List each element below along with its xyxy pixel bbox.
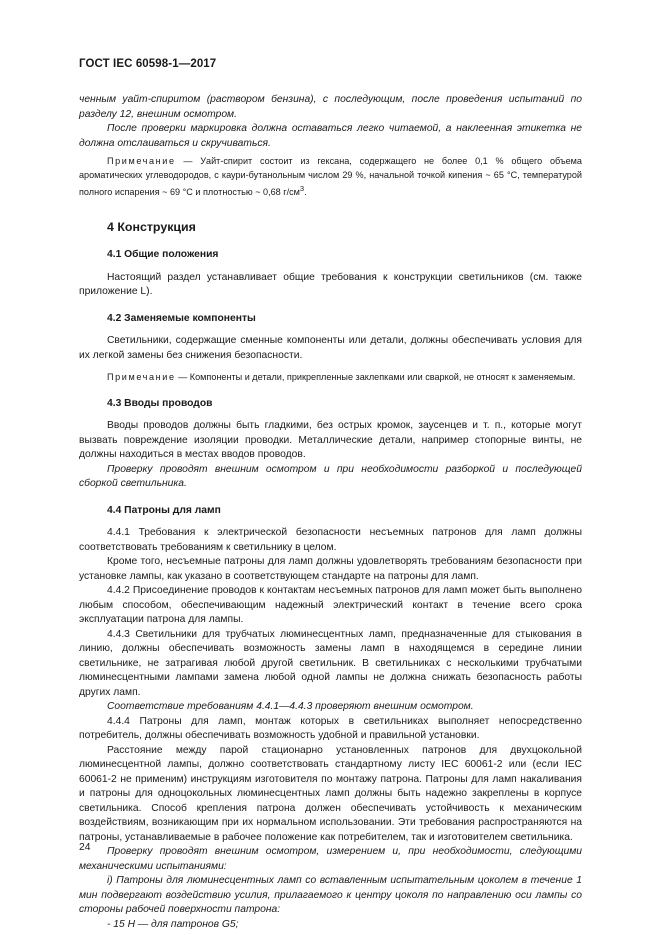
item-i: i) Патроны для люминесцентных ламп со вставленным испытательным цоколем в течение 1 мин подвергают воздействию усилия, прилагаемого к центру цоколя по направлению оси лампы со стороны рабочей поверхности патрона: xyxy=(79,875,582,916)
note-replaceable xyxy=(79,371,582,385)
subsection-title-4-3: 4.3 Вводы проводов xyxy=(107,397,213,409)
continued-paragraph: ченным уайт-спиритом (раствором бензина), с последующим, после проведения испытаний по разделу 12, внешним осмотром. xyxy=(79,94,582,120)
paragraph-4-4-4-cont: Расстояние между парой стационарно установленных патронов для двухцокольной люминесцентной лампы, должно соответствовать стандартному листу IEC 60061-2 или (если IEC 60061-2 не применим) инструкциям изготовителя по монтажу патрона. Патроны для ламп накаливания и патроны для одноцокольных люминесцентных ламп должны быть надежно закреплены в корпусе светильника. Способ крепления патрона должен обеспечивать устойчивость к механическим воздействиям, возникающим при их нормальном использовании. Эти требования распространяются на патроны, устанавливаемые в рабочее положение как потребителем, так и изготовителем светильника. xyxy=(79,744,582,843)
subsection-title-4-4: 4.4 Патроны для ламп xyxy=(107,504,221,516)
paragraph-4-2: Светильники, содержащие сменные компоненты или детали, должны обеспечивать условия для их легкой замены без снижения безопасности. xyxy=(79,335,582,361)
paragraph-4-4-2: 4.4.2 Присоединение проводов к контактам несъемных патронов для ламп может быть выполнено любым способом, обеспечивающим надежный электрический контакт в течение всего срока эксплуатации патрона для лампы. xyxy=(79,585,582,626)
list-item: - 15 Н — для патронов G5; xyxy=(107,918,239,930)
paragraph-4-4-1: 4.4.1 Требования к электрической безопасности несъемных патронов для ламп должны соответствовать требованиям к светильнику в целом. xyxy=(79,527,582,553)
note-end: . xyxy=(304,187,307,198)
page-content xyxy=(79,93,582,932)
subsection-title-4-1: 4.1 Общие положения xyxy=(107,249,219,261)
subsection-title-4-2: 4.2 Заменяемые компоненты xyxy=(107,312,256,324)
note-label: Примечание xyxy=(107,156,176,166)
section-title: 4 Конструкция xyxy=(107,219,196,234)
note-text: — Компоненты и детали, прикрепленные заклепками или сваркой, не относят к заменяемым. xyxy=(175,372,576,383)
check-4-3: Проверку проводят внешним осмотром и при необходимости разборкой и последующей сборкой светильника. xyxy=(79,463,582,490)
paragraph-4-3: Вводы проводов должны быть гладкими, без острых кромок, заусенцев и т. п., которые могут вызвать повреждение изоляции проводки. Металлические детали, например стопорные винты, не должны находиться в местах вводов проводов. xyxy=(79,420,582,461)
check-4-4-4: Проверку проводят внешним осмотром, измерением и, при необходимости, следующими механическими испытаниями: xyxy=(79,846,582,872)
note-superscript: 3 xyxy=(299,184,305,193)
note-label: Примечание xyxy=(107,372,176,383)
note-text: — Уайт-спирит состоит из гексана, содержащего не более 0,1 % общего объема ароматических углеводородов, с каури-бутанольным числом 29 %, начальной точкой кипения ~ 65 °С, температурой полного испарения ~ 69 °С и плотностью ~ 0,68 г/см xyxy=(79,156,582,198)
marking-check-paragraph: После проверки маркировка должна оставаться легко читаемой, а наклеенная этикетка не должна отслаиваться и скручиваться. xyxy=(79,123,582,149)
check-4-4-3: Соответствие требованиям 4.4.1—4.4.3 проверяют внешним осмотром. xyxy=(107,701,474,713)
note-white-spirit xyxy=(79,155,582,200)
paragraph-4-4-3: 4.4.3 Светильники для трубчатых люминесцентных ламп, предназначенные для стыкования в линию, должны обеспечивать возможность замены ламп в находящемся в середине линии светильнике, не затрагивая любой другой светильник. В светильниках с несколькими трубчатыми люминесцентными лампами замена любой одной лампы не должна снижать безопасность работы других ламп. xyxy=(79,628,582,698)
paragraph-4-1: Настоящий раздел устанавливает общие требования к конструкции светильников (см. также приложение L). xyxy=(79,271,582,298)
page-number: 24 xyxy=(79,842,91,853)
document-header: ГОСТ IEC 60598-1—2017 xyxy=(79,58,217,70)
paragraph-4-4-1-cont: Кроме того, несъемные патроны для ламп должны удовлетворять требованиям безопасности при установке лампы, как указано в соответствующем стандарте на патроны для ламп. xyxy=(79,556,582,582)
paragraph-4-4-4: 4.4.4 Патроны для ламп, монтаж которых в светильниках выполняет непосредственно потребитель, должны обеспечивать возможность удобной и правильной установки. xyxy=(79,715,582,742)
